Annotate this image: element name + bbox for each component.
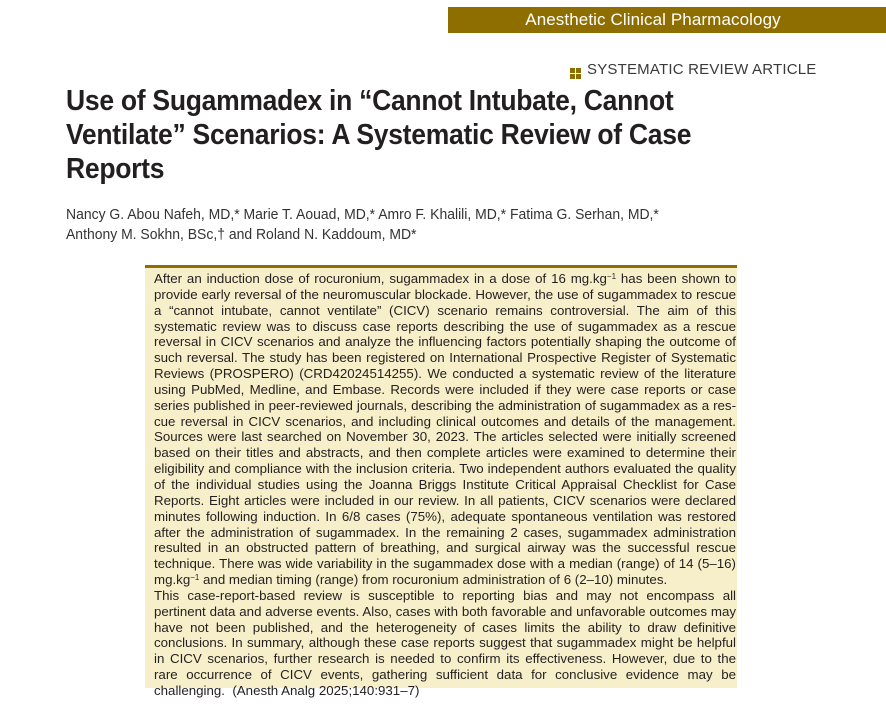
abstract-box bbox=[145, 265, 737, 698]
superscript: −1 bbox=[190, 573, 200, 583]
author-line-1: Nancy G. Abou Nafeh, MD,* Marie T. Aouad, MD,* Amro F. Khalili, MD,* Fatima G. Serhan, MD,* bbox=[66, 206, 659, 223]
article-type-text: SYSTEMATIC REVIEW ARTICLE bbox=[587, 61, 817, 78]
abstract-text: has been shown to provide early reversal of the neuromuscular blockade. However, the use of sugammadex to rescue a “cannot intubate, cannot ventilate” (CICV) scenario remains controversial. The aim of this systematic review was to discuss case reports describing the use of sugammadex as a rescue reversal in CICV scenarios and analyze the influencing factors potentially shaping the outcome of such reversal. The study has been registered on International Prospective Register of Systematic Reviews (PROSPERO) (CRD42024514255). We conducted a systematic review of the literature using PubMed, Medline, and Embase. Records were included if they were case reports or case series published in peer-reviewed journals, describing the administration of sugammadex as a rescue reversal in CICV scenarios, and including clinical outcomes and details of the management. Sources were last searched on November 30, 2023. The articles selected were initially screened based on their titles and abstracts, and then complete articles were examined to determine their eligibility and compliance with the inclusion criteria. Two independent authors evaluated the quality of the individual studies using the Joanna Briggs Institute Critical Appraisal Checklist for Case Reports. Eight articles were included in our review. In all patients, CICV scenarios were declared minutes following induction. In 6/8 cases (75%), adequate spontaneous ventilation was restored after the administration of sugammadex. In the remaining 2 cases, sugammadex administration resulted in an obstructed pattern of breathing, and surgical airway was the successful rescue technique. There was wide variability in the sugammadex dose with a median (range) of 14 (5–16) mg.kg bbox=[154, 271, 736, 588]
abstract-text: This case-report-based review is susceptible to reporting bias and may not encompass all pertinent data and adverse events. Also, cases with both favorable and unfavorable outcomes may have not been published, and the heterogeneity of cases limits the ability to draw definitive conclusions. In summary, although these case reports suggest that sugammadex might be helpful in CICV scenarios, further research is needed to confirm its effectiveness. However, due to the rare occurrence of CICV events, gathering sufficient data for conclusive evidence may be challenging. bbox=[154, 587, 736, 698]
article-title: Use of Sugammadex in “Cannot Intubate, Cannot Ventilate” Scenarios: A Systematic Review of Case Reports bbox=[66, 85, 692, 185]
abstract-text: and median timing (range) from rocuronium administration of 6 (2–10) minutes. bbox=[199, 572, 668, 588]
citation: (Anesth Analg 2025;140:931–7) bbox=[232, 682, 420, 698]
abstract-paragraph-2 bbox=[145, 588, 736, 699]
author-list bbox=[66, 205, 773, 245]
author-line-2: Anthony M. Sokhn, BSc,† and Roland N. Kaddoum, MD* bbox=[66, 226, 417, 243]
journal-section-label: Anesthetic Clinical Pharmacology bbox=[525, 10, 781, 29]
journal-section-banner bbox=[448, 7, 886, 33]
article-type-label bbox=[570, 61, 817, 79]
superscript: −1 bbox=[606, 272, 617, 281]
four-squares-icon bbox=[570, 68, 581, 79]
abstract-text: After an induction dose of rocuronium, sugammadex in a dose of 16 mg.kg bbox=[154, 271, 607, 286]
abstract-paragraph-1 bbox=[145, 268, 736, 588]
